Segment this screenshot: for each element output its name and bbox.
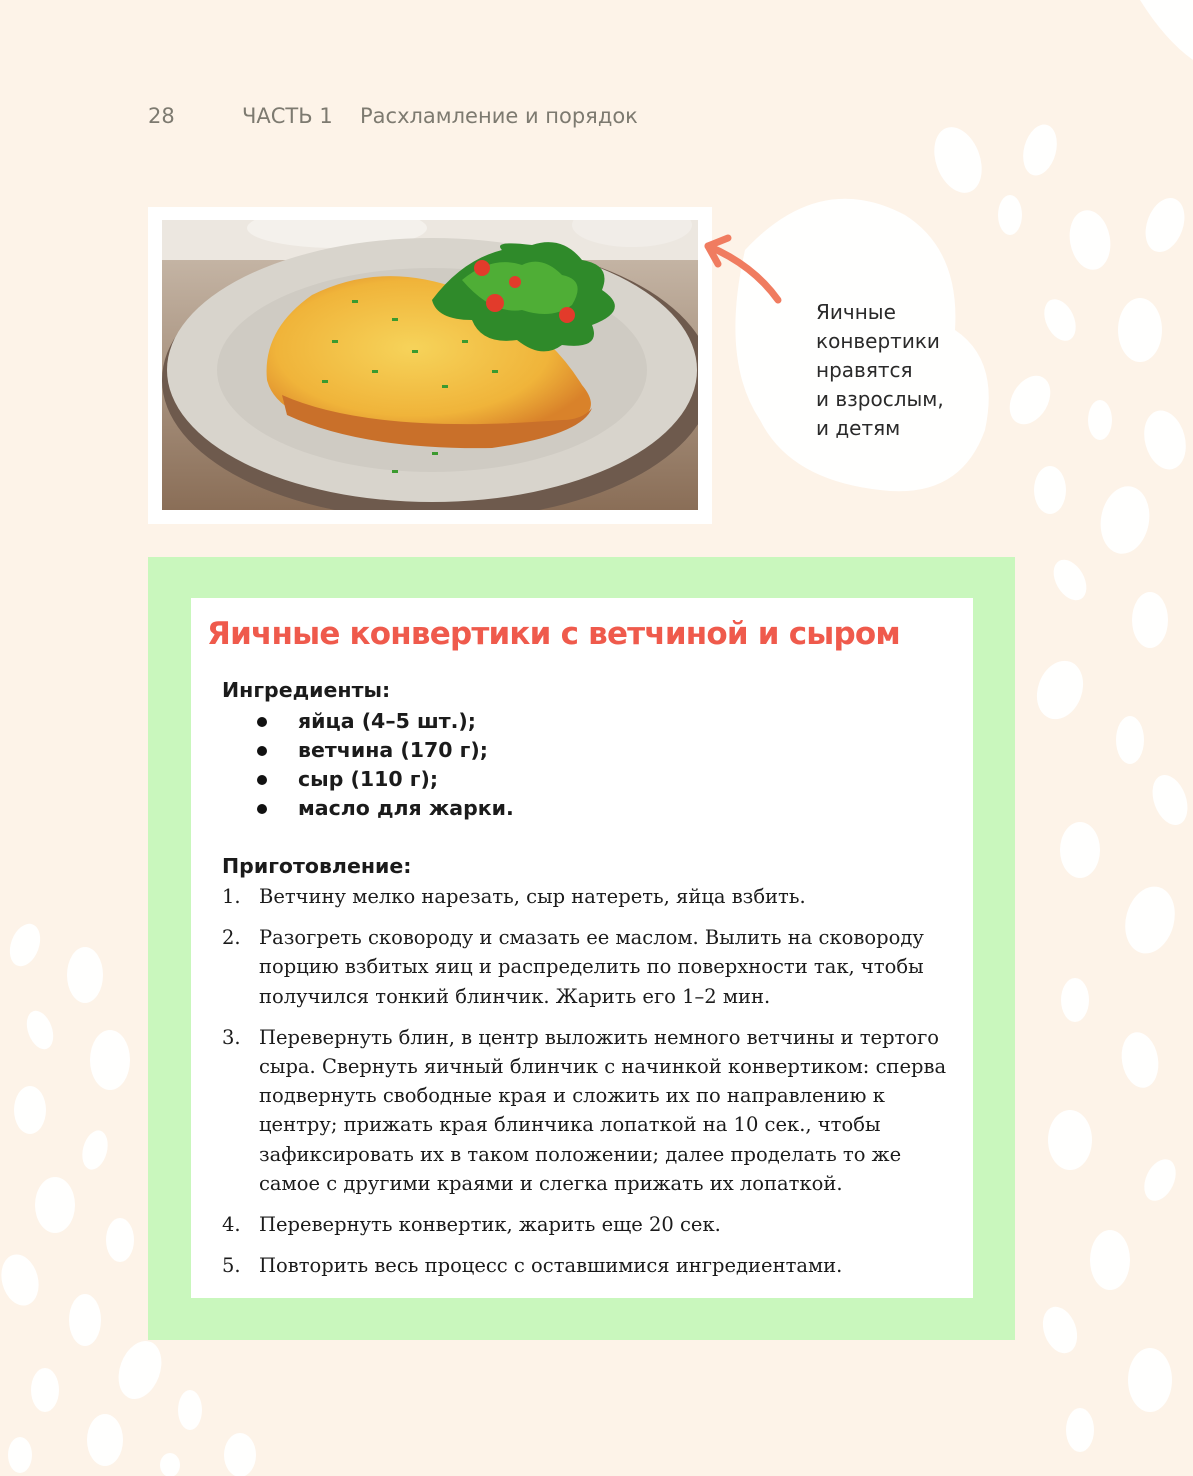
ingredient-item [257, 765, 514, 794]
photo-caption [816, 298, 986, 443]
ingredient-item [257, 736, 514, 765]
step-number: 5. [222, 1254, 241, 1278]
step-item [222, 882, 962, 911]
preparation-heading: Приготовление: [222, 854, 412, 878]
ingredient-item [257, 794, 514, 823]
step-number: 2. [222, 926, 241, 950]
step-text: Перевернуть блин, в центр выложить немного ветчины и тертого сыра. Свернуть яичный блинчик с начинкой конвертиком: сперва подвернуть свободные края и сложить их по направлению к центру; прижать края блинчика лопаткой на 10 сек., чтобы зафиксировать их в таком положении; далее проделать то же самое с другими краями и слегка прижать их лопаткой. [259, 1025, 947, 1195]
step-number: 1. [222, 885, 241, 908]
step-item [222, 1210, 962, 1239]
bullet-icon [257, 775, 267, 785]
page-number: 28 [148, 104, 175, 128]
omelette-photo-frame [148, 207, 712, 524]
step-item [222, 1023, 962, 1198]
step-text: Повторить весь процесс с оставшимися ингредиентами. [259, 1254, 843, 1278]
ingredient-text: яйца (4–5 шт.); [298, 709, 476, 733]
ingredient-text: масло для жарки. [298, 796, 514, 820]
step-number: 3. [222, 1025, 241, 1049]
ingredients-list [257, 707, 514, 823]
step-item [222, 923, 962, 1011]
curved-arrow-icon [698, 230, 788, 310]
step-text: Перевернуть конвертик, жарить еще 20 сек. [259, 1213, 721, 1237]
step-number: 4. [222, 1213, 241, 1237]
bullet-icon [257, 746, 267, 756]
section-title: Расхламление и порядок [360, 104, 638, 128]
ingredients-heading: Ингредиенты: [222, 678, 391, 702]
caption-line: Яичные [816, 300, 896, 324]
recipe-card [191, 598, 973, 1298]
step-text: Ветчину мелко нарезать, сыр натереть, яйца взбить. [259, 885, 806, 908]
caption-line: конвертики [816, 329, 940, 353]
step-text: Разогреть сковороду и смазать ее маслом. Вылить на сковороду порцию взбитых яиц и распределить по поверхности так, чтобы получился тонкий блинчик. Жарить его 1–2 мин. [259, 926, 924, 1008]
caption-line: и детям [816, 416, 901, 440]
ingredient-item [257, 707, 514, 736]
ingredient-text: сыр (110 г); [298, 767, 439, 791]
omelette-plate-photo [162, 220, 698, 510]
part-label: ЧАСТЬ 1 [242, 104, 333, 128]
step-item [222, 1251, 962, 1280]
ingredient-text: ветчина (170 г); [298, 738, 488, 762]
recipe-title: Яичные конвертики с ветчиной и сыром [207, 616, 900, 652]
caption-line: нравятся [816, 358, 913, 382]
preparation-steps [222, 882, 962, 1292]
bullet-icon [257, 717, 267, 727]
bullet-icon [257, 804, 267, 814]
caption-line: и взрослым, [816, 387, 944, 411]
